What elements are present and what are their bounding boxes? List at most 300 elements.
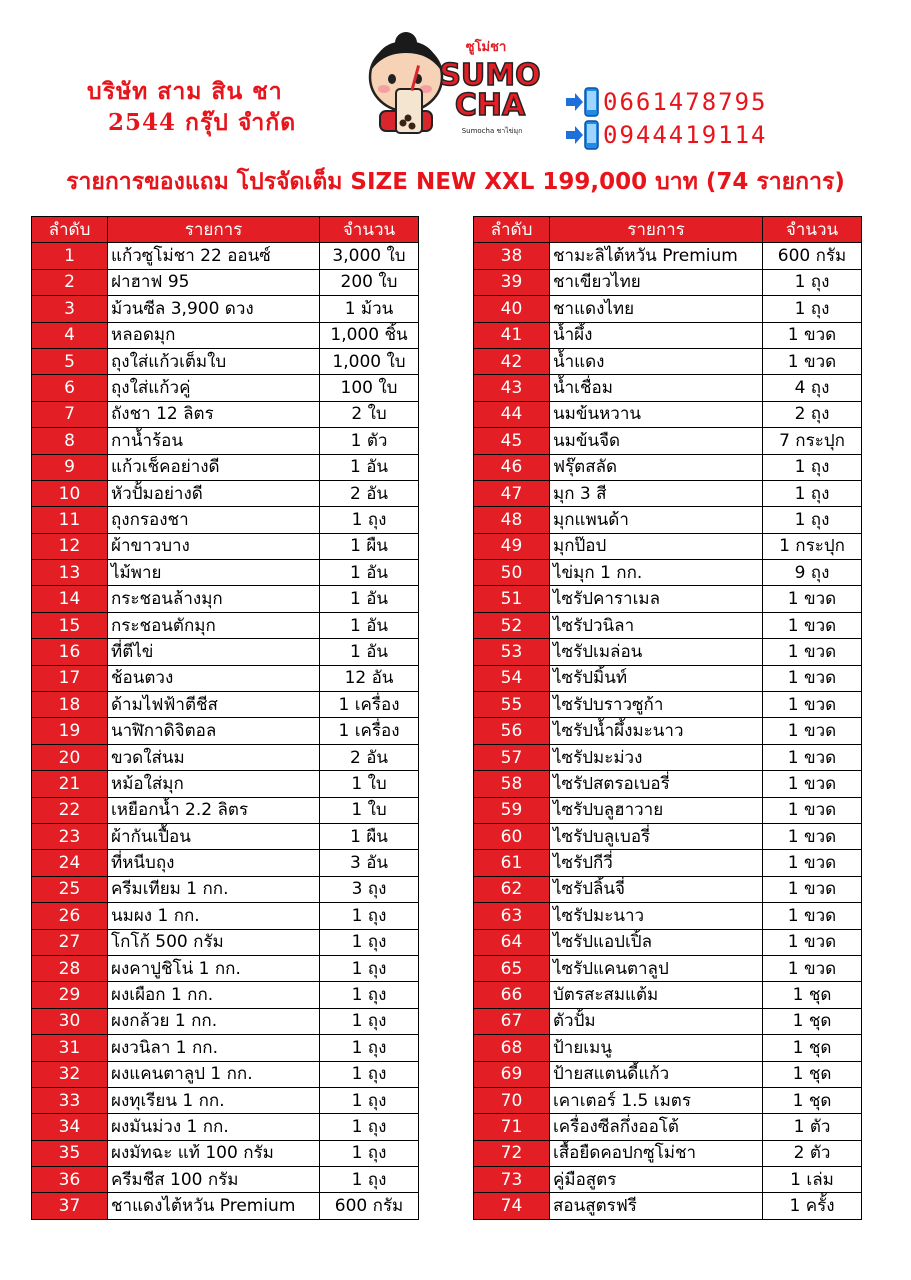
table-row xyxy=(32,612,419,638)
item-quantity: 1 ถุง xyxy=(763,296,862,322)
table-row xyxy=(32,1035,419,1061)
table-row xyxy=(474,1140,862,1166)
item-number: 44 xyxy=(474,401,550,427)
item-number: 36 xyxy=(32,1167,108,1193)
item-name: ผงมันม่วง 1 กก. xyxy=(108,1114,320,1140)
item-quantity: 1 ถุง xyxy=(320,1140,419,1166)
item-quantity: 1 ขวด xyxy=(763,718,862,744)
logo-word-sumo: SUMO xyxy=(439,58,541,93)
table-row xyxy=(474,401,862,427)
item-name: นาฬิกาดิจิตอล xyxy=(108,718,320,744)
table-row xyxy=(32,533,419,559)
item-number: 30 xyxy=(32,1008,108,1034)
item-number: 3 xyxy=(32,296,108,322)
item-name: ไข่มุก 1 กก. xyxy=(550,560,763,586)
item-quantity: 1 เครื่อง xyxy=(320,692,419,718)
item-name: ช้อนตวง xyxy=(108,665,320,691)
item-name: ไซรัปมิ้นท์ xyxy=(550,665,763,691)
item-name: หม้อใส่มุก xyxy=(108,771,320,797)
phone-entry xyxy=(565,86,768,117)
item-name: ผงวนิลา 1 กก. xyxy=(108,1035,320,1061)
table-row xyxy=(32,903,419,929)
item-number: 20 xyxy=(32,744,108,770)
item-number: 60 xyxy=(474,823,550,849)
table-row xyxy=(32,322,419,348)
item-quantity: 1 ถุง xyxy=(320,1167,419,1193)
item-quantity: 1 ใบ xyxy=(320,797,419,823)
item-name: นมผง 1 กก. xyxy=(108,903,320,929)
table-row xyxy=(32,296,419,322)
item-number: 15 xyxy=(32,612,108,638)
table-row xyxy=(32,1061,419,1087)
table-row xyxy=(474,718,862,744)
item-number: 74 xyxy=(474,1193,550,1219)
item-number: 58 xyxy=(474,771,550,797)
items-table-left xyxy=(31,216,419,1220)
item-name: ด้ามไฟฟ้าตีชีส xyxy=(108,692,320,718)
table-row xyxy=(474,243,862,269)
item-name: ป้ายสแตนดี้แก้ว xyxy=(550,1061,763,1087)
table-row xyxy=(474,639,862,665)
item-name: ชาแดงไทย xyxy=(550,296,763,322)
item-name: ผงแคนตาลูป 1 กก. xyxy=(108,1061,320,1087)
item-name: ที่หนีบถุง xyxy=(108,850,320,876)
table-row xyxy=(474,375,862,401)
table-row xyxy=(32,639,419,665)
phone-list xyxy=(565,86,768,152)
item-number: 39 xyxy=(474,269,550,295)
table-row xyxy=(474,692,862,718)
item-number: 17 xyxy=(32,665,108,691)
item-number: 16 xyxy=(32,639,108,665)
logo-word-cha: CHA xyxy=(454,88,526,123)
table-row xyxy=(474,586,862,612)
item-quantity: 1 ขวด xyxy=(763,850,862,876)
item-number: 59 xyxy=(474,797,550,823)
item-name: เคาเตอร์ 1.5 เมตร xyxy=(550,1087,763,1113)
item-name: หลอดมุก xyxy=(108,322,320,348)
item-name: ฝาฮาฟ 95 xyxy=(108,269,320,295)
item-number: 56 xyxy=(474,718,550,744)
item-name: ไซรัปบราวซูก้า xyxy=(550,692,763,718)
item-number: 40 xyxy=(474,296,550,322)
item-quantity: 1 เครื่อง xyxy=(320,718,419,744)
item-number: 35 xyxy=(32,1140,108,1166)
item-name: ผ้าขาวบาง xyxy=(108,533,320,559)
item-quantity: 1 อัน xyxy=(320,586,419,612)
item-quantity: 1,000 ชิ้น xyxy=(320,322,419,348)
phone-number[interactable]: 0661478795 xyxy=(603,87,768,116)
item-number: 21 xyxy=(32,771,108,797)
table-row xyxy=(32,1193,419,1219)
item-name: ผงกล้วย 1 กก. xyxy=(108,1008,320,1034)
promo-headline: รายการของแถม โปรจัดเต็ม SIZE NEW XXL 199,000 บาท (74 รายการ) xyxy=(66,169,845,195)
table-row xyxy=(32,982,419,1008)
table-row xyxy=(32,692,419,718)
item-quantity: 1 ถุง xyxy=(763,480,862,506)
item-quantity: 1 ตัว xyxy=(320,428,419,454)
item-number: 45 xyxy=(474,428,550,454)
item-name: ถุงใส่แก้วคู่ xyxy=(108,375,320,401)
item-quantity: 1 ขวด xyxy=(763,876,862,902)
item-quantity: 1,000 ใบ xyxy=(320,348,419,374)
item-quantity: 1 ผืน xyxy=(320,823,419,849)
table-row xyxy=(32,480,419,506)
item-name: ม้วนซีล 3,900 ดวง xyxy=(108,296,320,322)
table-row xyxy=(32,507,419,533)
item-quantity: 1 ผืน xyxy=(320,533,419,559)
table-row xyxy=(474,507,862,533)
table-row xyxy=(474,269,862,295)
item-name: นมข้นจืด xyxy=(550,428,763,454)
item-name: น้ำเชื่อม xyxy=(550,375,763,401)
table-row xyxy=(474,1061,862,1087)
table-row xyxy=(474,797,862,823)
item-name: เครื่องซีลกึ่งออโต้ xyxy=(550,1114,763,1140)
item-number: 25 xyxy=(32,876,108,902)
item-number: 52 xyxy=(474,612,550,638)
item-quantity: 1 ขวด xyxy=(763,322,862,348)
table-row xyxy=(32,718,419,744)
item-number: 27 xyxy=(32,929,108,955)
item-name: ไซรัปเมล่อน xyxy=(550,639,763,665)
item-name: ชามะลิไต้หวัน Premium xyxy=(550,243,763,269)
item-quantity: 1 ถุง xyxy=(320,929,419,955)
item-number: 51 xyxy=(474,586,550,612)
item-number: 62 xyxy=(474,876,550,902)
table-row xyxy=(32,560,419,586)
item-number: 71 xyxy=(474,1114,550,1140)
item-number: 48 xyxy=(474,507,550,533)
table-row xyxy=(474,322,862,348)
table-row xyxy=(474,533,862,559)
item-number: 4 xyxy=(32,322,108,348)
item-quantity: 2 อัน xyxy=(320,480,419,506)
item-number: 32 xyxy=(32,1061,108,1087)
item-number: 41 xyxy=(474,322,550,348)
table-row xyxy=(32,850,419,876)
item-name: ชาแดงไต้หวัน Premium xyxy=(108,1193,320,1219)
item-number: 7 xyxy=(32,401,108,427)
item-number: 8 xyxy=(32,428,108,454)
table-row xyxy=(474,955,862,981)
item-name: เหยือกน้ำ 2.2 ลิตร xyxy=(108,797,320,823)
table-row xyxy=(474,454,862,480)
table-row xyxy=(32,744,419,770)
item-quantity: 1 ชุด xyxy=(763,982,862,1008)
item-number: 11 xyxy=(32,507,108,533)
table-row xyxy=(474,296,862,322)
item-quantity: 2 ตัว xyxy=(763,1140,862,1166)
item-quantity: 2 อัน xyxy=(320,744,419,770)
item-name: กระชอนตักมุก xyxy=(108,612,320,638)
item-quantity: 1 กระปุก xyxy=(763,533,862,559)
item-quantity: 1 ชุด xyxy=(763,1035,862,1061)
phone-entry xyxy=(565,119,768,150)
item-number: 65 xyxy=(474,955,550,981)
item-quantity: 100 ใบ xyxy=(320,375,419,401)
item-number: 33 xyxy=(32,1087,108,1113)
table-row xyxy=(32,243,419,269)
item-number: 6 xyxy=(32,375,108,401)
item-quantity: 2 ถุง xyxy=(763,401,862,427)
item-name: ถุงกรองชา xyxy=(108,507,320,533)
table-row xyxy=(32,665,419,691)
item-quantity: 1 ขวด xyxy=(763,348,862,374)
item-quantity: 2 ใบ xyxy=(320,401,419,427)
table-row xyxy=(32,823,419,849)
item-quantity: 1 อัน xyxy=(320,454,419,480)
item-quantity: 3 อัน xyxy=(320,850,419,876)
item-number: 12 xyxy=(32,533,108,559)
item-name: กาน้ำร้อน xyxy=(108,428,320,454)
item-name: ไซรัปลิ้นจี่ xyxy=(550,876,763,902)
item-quantity: 1 ชุด xyxy=(763,1008,862,1034)
item-quantity: 1 ขวด xyxy=(763,797,862,823)
item-quantity: 1 ขวด xyxy=(763,639,862,665)
item-number: 61 xyxy=(474,850,550,876)
item-number: 38 xyxy=(474,243,550,269)
table-row xyxy=(474,771,862,797)
item-quantity: 600 กรัม xyxy=(763,243,862,269)
item-name: หัวปั้มอย่างดี xyxy=(108,480,320,506)
item-number: 18 xyxy=(32,692,108,718)
item-quantity: 1 ถุง xyxy=(320,1114,419,1140)
item-quantity: 1 อัน xyxy=(320,639,419,665)
item-name: ไซรัปกีวี่ xyxy=(550,850,763,876)
table-row xyxy=(32,1140,419,1166)
table-row xyxy=(32,876,419,902)
item-name: ไซรัปบลูเบอรี่ xyxy=(550,823,763,849)
table-row xyxy=(474,428,862,454)
item-name: ไซรัปมะม่วง xyxy=(550,744,763,770)
item-name: ไซรัปสตรอเบอรี่ xyxy=(550,771,763,797)
company-name xyxy=(80,76,330,138)
header-item: รายการ xyxy=(550,217,763,243)
item-name: แก้วเช็คอย่างดี xyxy=(108,454,320,480)
item-name: น้ำผึ้ง xyxy=(550,322,763,348)
item-number: 23 xyxy=(32,823,108,849)
item-quantity: 1 ตัว xyxy=(763,1114,862,1140)
item-number: 70 xyxy=(474,1087,550,1113)
item-quantity: 1 ถุง xyxy=(320,1008,419,1034)
item-quantity: 1 ถุง xyxy=(320,507,419,533)
item-number: 26 xyxy=(32,903,108,929)
item-quantity: 1 เล่ม xyxy=(763,1167,862,1193)
header-no: ลำดับ xyxy=(32,217,108,243)
item-name: ตัวปั้ม xyxy=(550,1008,763,1034)
item-quantity: 4 ถุง xyxy=(763,375,862,401)
item-name: ผงคาปูชิโน่ 1 กก. xyxy=(108,955,320,981)
table-header-row xyxy=(474,217,862,243)
item-name: นมข้นหวาน xyxy=(550,401,763,427)
item-number: 55 xyxy=(474,692,550,718)
item-number: 72 xyxy=(474,1140,550,1166)
item-number: 29 xyxy=(32,982,108,1008)
table-row xyxy=(32,428,419,454)
phone-number[interactable]: 0944419114 xyxy=(603,120,768,149)
item-quantity: 1 ใบ xyxy=(320,771,419,797)
item-number: 37 xyxy=(32,1193,108,1219)
item-number: 49 xyxy=(474,533,550,559)
item-name: บัตรสะสมแต้ม xyxy=(550,982,763,1008)
item-number: 2 xyxy=(32,269,108,295)
table-row xyxy=(32,929,419,955)
item-number: 24 xyxy=(32,850,108,876)
item-quantity: 1 ชุด xyxy=(763,1087,862,1113)
table-row xyxy=(32,586,419,612)
sumo-mascot-icon xyxy=(370,32,442,133)
table-row xyxy=(474,1114,862,1140)
item-quantity: 1 ขวด xyxy=(763,929,862,955)
item-number: 14 xyxy=(32,586,108,612)
item-quantity: 1 ถุง xyxy=(320,955,419,981)
item-quantity: 1 ถุง xyxy=(320,1061,419,1087)
item-number: 50 xyxy=(474,560,550,586)
table-row xyxy=(474,1008,862,1034)
table-row xyxy=(474,1087,862,1113)
item-quantity: 1 ถุง xyxy=(320,1035,419,1061)
item-name: ฟรุ๊ตสลัด xyxy=(550,454,763,480)
item-name: เสื้อยืดคอปกซูโม่ชา xyxy=(550,1140,763,1166)
item-quantity: 200 ใบ xyxy=(320,269,419,295)
item-quantity: 1 ขวด xyxy=(763,903,862,929)
item-name: ผงมัทฉะ แท้ 100 กรัม xyxy=(108,1140,320,1166)
item-number: 46 xyxy=(474,454,550,480)
table-row xyxy=(474,823,862,849)
item-number: 22 xyxy=(32,797,108,823)
item-quantity: 1 ถุง xyxy=(320,1087,419,1113)
item-number: 73 xyxy=(474,1167,550,1193)
item-name: มุกป๊อป xyxy=(550,533,763,559)
table-row xyxy=(474,744,862,770)
item-number: 1 xyxy=(32,243,108,269)
item-quantity: 12 อัน xyxy=(320,665,419,691)
item-quantity: 1 ครั้ง xyxy=(763,1193,862,1219)
item-name: ไม้พาย xyxy=(108,560,320,586)
item-number: 54 xyxy=(474,665,550,691)
table-row xyxy=(32,1008,419,1034)
item-quantity: 1 ถุง xyxy=(763,454,862,480)
item-name: ไซรัปคาราเมล xyxy=(550,586,763,612)
item-name: ไซรัปบลูฮาวาย xyxy=(550,797,763,823)
item-number: 66 xyxy=(474,982,550,1008)
header-qty: จำนวน xyxy=(320,217,419,243)
item-name: น้ำแดง xyxy=(550,348,763,374)
item-name: ไซรัปน้ำผึ้งมะนาว xyxy=(550,718,763,744)
item-quantity: 1 ขวด xyxy=(763,955,862,981)
table-row xyxy=(474,1193,862,1219)
item-quantity: 1 ถุง xyxy=(763,507,862,533)
item-number: 13 xyxy=(32,560,108,586)
item-number: 47 xyxy=(474,480,550,506)
item-quantity: 1 อัน xyxy=(320,612,419,638)
table-row xyxy=(32,797,419,823)
item-name: ผงเผือก 1 กก. xyxy=(108,982,320,1008)
table-row xyxy=(32,269,419,295)
item-quantity: 1 ถุง xyxy=(763,269,862,295)
table-row xyxy=(474,876,862,902)
item-name: ครีมเทียม 1 กก. xyxy=(108,876,320,902)
item-quantity: 9 ถุง xyxy=(763,560,862,586)
item-name: ป้ายเมนู xyxy=(550,1035,763,1061)
table-row xyxy=(474,480,862,506)
item-name: ถุงใส่แก้วเต็มใบ xyxy=(108,348,320,374)
item-name: โกโก้ 500 กรัม xyxy=(108,929,320,955)
item-name: มุกแพนด้า xyxy=(550,507,763,533)
item-quantity: 1 ถุง xyxy=(320,903,419,929)
logo-thai-name: ซูโม่ชา xyxy=(465,40,507,55)
item-number: 53 xyxy=(474,639,550,665)
item-quantity: 1 ขวด xyxy=(763,665,862,691)
header-qty: จำนวน xyxy=(763,217,862,243)
table-row xyxy=(32,955,419,981)
item-quantity: 1 ขวด xyxy=(763,823,862,849)
call-phone-icon xyxy=(565,120,599,150)
item-quantity: 600 กรัม xyxy=(320,1193,419,1219)
table-row xyxy=(474,612,862,638)
item-number: 19 xyxy=(32,718,108,744)
table-row xyxy=(32,454,419,480)
item-quantity: 1 ขวด xyxy=(763,744,862,770)
sumocha-logo xyxy=(358,27,546,139)
table-row xyxy=(32,401,419,427)
item-number: 63 xyxy=(474,903,550,929)
item-name: ผงทุเรียน 1 กก. xyxy=(108,1087,320,1113)
item-number: 69 xyxy=(474,1061,550,1087)
item-name: ที่ตีไข่ xyxy=(108,639,320,665)
item-quantity: 3 ถุง xyxy=(320,876,419,902)
item-name: สอนสูตรฟรี xyxy=(550,1193,763,1219)
item-name: ผ้ากันเปื้อน xyxy=(108,823,320,849)
item-quantity: 1 ขวด xyxy=(763,771,862,797)
item-name: ไซรัปแคนตาลูป xyxy=(550,955,763,981)
table-row xyxy=(474,560,862,586)
item-quantity: 1 ขวด xyxy=(763,586,862,612)
logo-tagline: Sumocha ชาไข่มุก xyxy=(461,127,523,135)
table-row xyxy=(474,1035,862,1061)
table-row xyxy=(474,1167,862,1193)
item-name: มุก 3 สี xyxy=(550,480,763,506)
item-name: ขวดใส่นม xyxy=(108,744,320,770)
item-name: ไซรัปแอปเปิ้ล xyxy=(550,929,763,955)
item-number: 10 xyxy=(32,480,108,506)
item-number: 31 xyxy=(32,1035,108,1061)
item-name: ไซรัปวนิลา xyxy=(550,612,763,638)
item-quantity: 1 ชุด xyxy=(763,1061,862,1087)
item-number: 57 xyxy=(474,744,550,770)
item-quantity: 3,000 ใบ xyxy=(320,243,419,269)
table-header-row xyxy=(32,217,419,243)
table-row xyxy=(474,850,862,876)
item-name: กระชอนล้างมุก xyxy=(108,586,320,612)
item-quantity: 1 ม้วน xyxy=(320,296,419,322)
company-name-line2: 2544 กรุ๊ป จำกัด xyxy=(108,109,297,136)
item-quantity: 1 ขวด xyxy=(763,692,862,718)
items-table-right xyxy=(473,216,862,1220)
item-quantity: 1 อัน xyxy=(320,560,419,586)
item-quantity: 7 กระปุก xyxy=(763,428,862,454)
item-name: คู่มือสูตร xyxy=(550,1167,763,1193)
item-name: แก้วซูโม่ชา 22 ออนซ์ xyxy=(108,243,320,269)
table-row xyxy=(474,982,862,1008)
item-name: ชาเขียวไทย xyxy=(550,269,763,295)
item-quantity: 1 ถุง xyxy=(320,982,419,1008)
item-number: 5 xyxy=(32,348,108,374)
company-name-line1: บริษัท สาม สิน ชา xyxy=(87,78,283,105)
item-number: 64 xyxy=(474,929,550,955)
table-row xyxy=(32,771,419,797)
